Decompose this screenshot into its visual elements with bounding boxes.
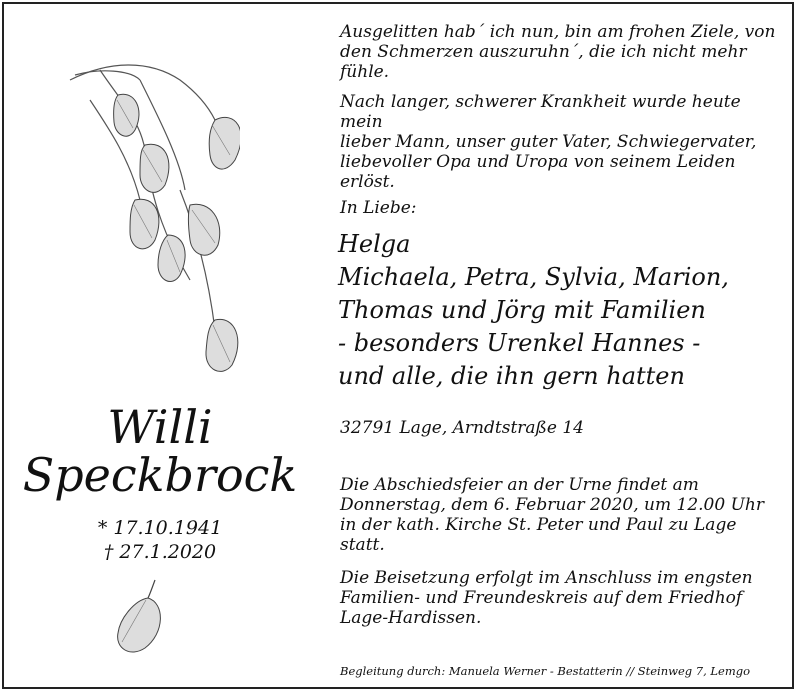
mourner-line: Helga <box>338 230 411 258</box>
burial-line: Die Beisetzung erfolgt im Anschluss im engsten <box>340 568 753 588</box>
birch-branch-icon <box>40 40 240 380</box>
mourner-line: und alle, die ihn gern hatten <box>338 362 685 390</box>
life-dates <box>20 516 300 564</box>
in-liebe-label: In Liebe: <box>340 198 417 218</box>
announcement-line: lieber Mann, unser guter Vater, Schwiegervater, <box>340 132 757 152</box>
epitaph-quote <box>340 22 780 82</box>
family-address: 32791 Lage, Arndtstraße 14 <box>340 418 584 438</box>
mourner-line: - besonders Urenkel Hannes - <box>338 329 701 357</box>
death-date: † 27.1.2020 <box>103 541 217 563</box>
birch-leaf-icon <box>110 578 170 658</box>
quote-line: Ausgelitten hab´ ich nun, bin am frohen Ziele, von <box>340 22 776 42</box>
undertaker-credit: Begleitung durch: Manuela Werner - Bestatterin // Steinweg 7, Lemgo <box>340 664 751 678</box>
birth-date: * 17.10.1941 <box>97 517 223 539</box>
mourner-line: Thomas und Jörg mit Familien <box>338 296 706 324</box>
deceased-last-name: Speckbrock <box>22 448 298 502</box>
quote-line: den Schmerzen auszuruhn´, die ich nicht mehr fühle. <box>340 42 747 82</box>
announcement-line: liebevoller Opa und Uropa von seinem Leiden erlöst. <box>340 152 736 192</box>
burial-info <box>340 568 785 628</box>
mourner-line: Michaela, Petra, Sylvia, Marion, <box>338 263 729 291</box>
mourners-list <box>338 228 783 393</box>
ceremony-line: in der kath. Kirche St. Peter und Paul zu Lage statt. <box>340 515 737 555</box>
deceased-first-name: Willi <box>107 400 213 454</box>
death-announcement <box>340 92 780 192</box>
burial-line: Lage-Hardissen. <box>340 608 482 628</box>
ceremony-info <box>340 475 785 555</box>
burial-line: Familien- und Freundeskreis auf dem Friedhof <box>340 588 743 608</box>
announcement-line: Nach langer, schwerer Krankheit wurde heute mein <box>340 92 741 132</box>
ceremony-line: Die Abschiedsfeier an der Urne findet am <box>340 475 699 495</box>
ceremony-line: Donnerstag, dem 6. Februar 2020, um 12.00 Uhr <box>340 495 764 515</box>
